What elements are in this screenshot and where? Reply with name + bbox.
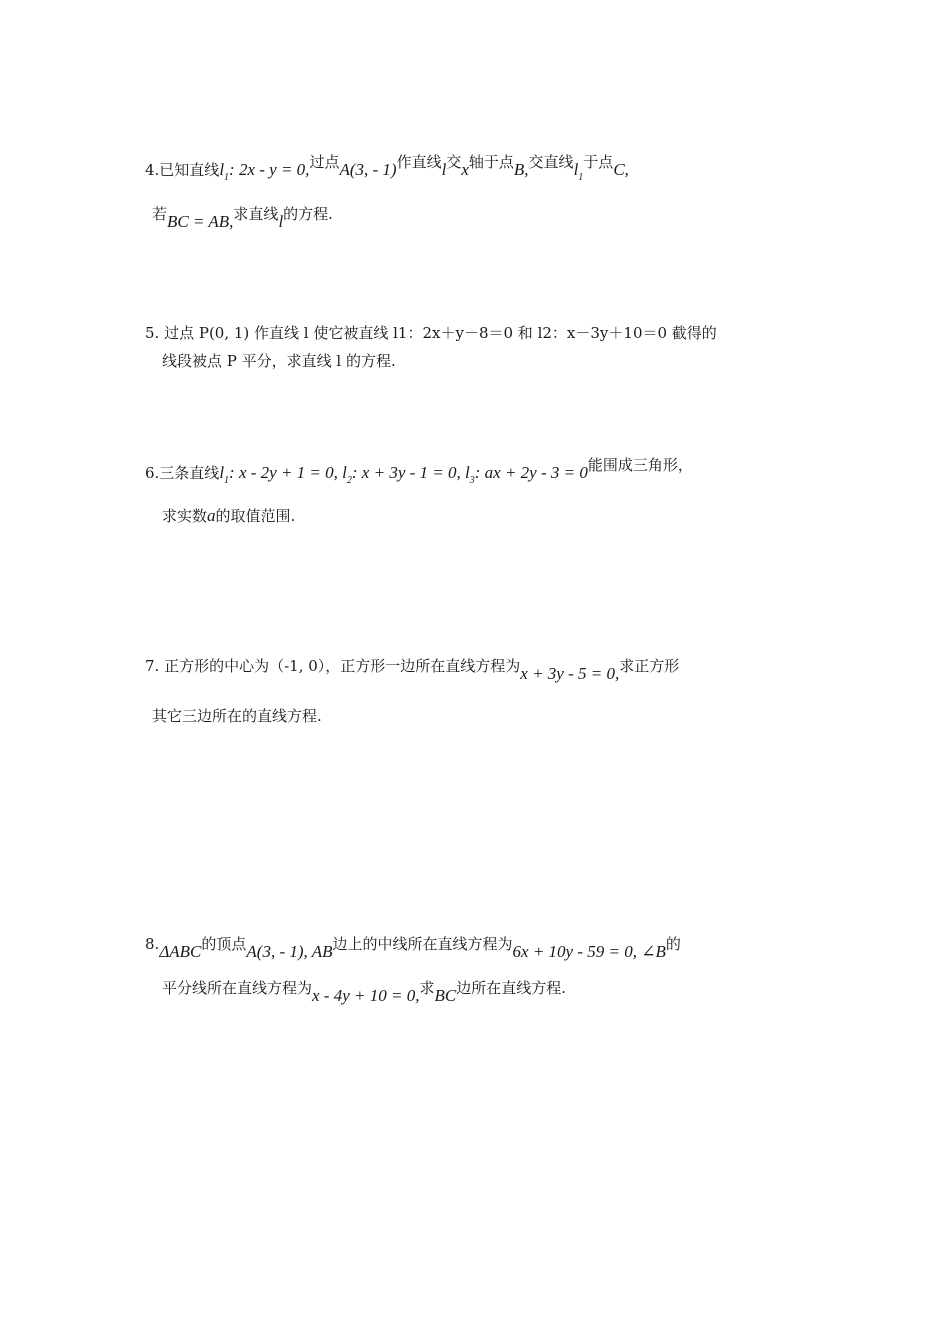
text-segment: 边所在直线方程. [456,979,566,997]
text-segment: 3 [469,475,475,486]
text-segment: 求正方形 [619,657,680,675]
text-segment: ΔABC [159,942,202,961]
text-segment: 作直线 [396,153,442,171]
text-segment: 1 [224,172,230,183]
text-segment: l [342,463,347,482]
text-segment: 7. 正方形的中心为（-1, 0），正方形一边所在直线方程为 [145,657,521,675]
text-segment: 5. 过点 P(0, 1) 作直线 l 使它被直线 l1：2x＋y－8＝0 和 l2：x－3y＋10＝0 截得的 [145,324,717,342]
text-segment: : ax + 2y - 3 = 0 [474,463,588,482]
text-segment: 1 [224,475,230,486]
text-segment: l [219,160,225,179]
text-segment: l [441,160,447,179]
text-segment: 8. [145,935,160,953]
text-segment: 求直线 [233,205,279,223]
text-segment: 其它三边所在的直线方程. [152,707,322,725]
text-segment: C, [613,160,629,179]
text-segment: 平分线所在直线方程为 [162,979,313,997]
text-segment: x - 4y + 10 = 0, [312,986,420,1005]
problem-4-line-1 [145,153,629,183]
text-segment: a [207,506,216,525]
text-segment: l [465,463,470,482]
text-segment: 的顶点 [201,935,247,953]
text-segment: BC = AB, [167,212,234,231]
problem-8-line-2 [162,979,566,1006]
text-segment: 交直线 [528,153,574,171]
text-segment: 6.三条直线 [145,464,220,482]
problem-6-line-1 [145,456,693,486]
text-segment: 边上的中线所在直线方程为 [332,935,513,953]
problem-7-line-1 [145,657,680,684]
problem-5-line-2 [162,351,396,371]
text-segment: 4.已知直线 [145,161,220,179]
text-segment: 交 [446,153,462,171]
problem-4-line-2 [152,205,333,232]
text-segment: l [219,463,225,482]
text-segment: 于点 [583,153,614,171]
text-segment: 若 [152,205,168,223]
text-segment: A(3, - 1) [339,160,397,179]
text-segment: 的 [665,935,681,953]
text-segment: : x - 2y + 1 = 0, [229,463,343,482]
text-segment: 求 [419,979,435,997]
text-segment: 求实数 [162,507,208,525]
text-segment: x + 3y - 5 = 0, [520,664,620,683]
text-segment: BC [434,986,457,1005]
text-segment: l [278,212,284,231]
problem-5-line-1 [145,323,717,343]
text-segment: 能围成三角形， [587,456,693,474]
text-segment: 过点 [309,153,340,171]
text-segment: : 2x - y = 0, [229,160,310,179]
problem-8-line-1 [145,935,681,962]
problem-7-line-2 [152,706,322,726]
text-segment: 线段被点 P 平分，求直线 l 的方程. [162,352,396,370]
text-segment: 1 [578,172,584,183]
text-segment: 6x + 10y - 59 = 0, ∠B [512,942,666,961]
text-segment: 的取值范围. [215,507,296,525]
problem-6-line-2 [162,506,295,526]
text-segment: x [461,160,469,179]
text-segment: B, [513,160,529,179]
text-segment: l [573,160,579,179]
text-segment: A(3, - 1), AB [246,942,333,961]
text-segment: 轴于点 [468,153,514,171]
text-segment: 的方程. [283,205,333,223]
text-segment: : x + 3y - 1 = 0, [351,463,465,482]
text-segment: 2 [346,475,352,486]
